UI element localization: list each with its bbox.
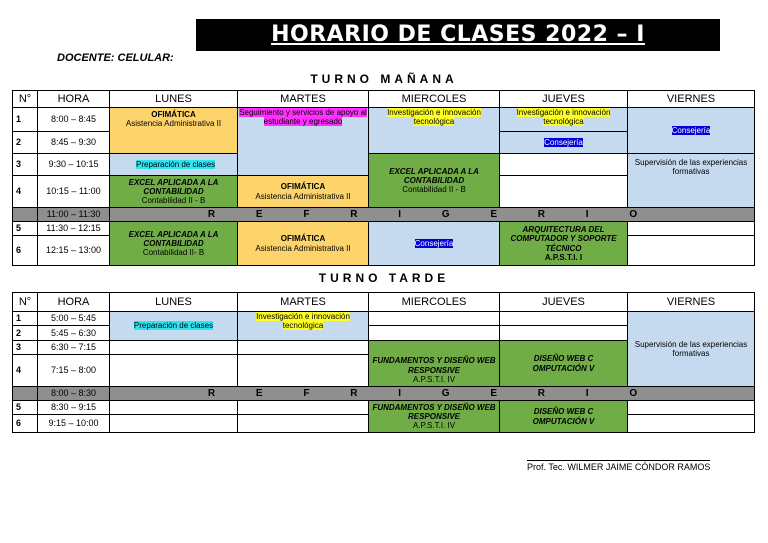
row-time: 6:30 – 7:15 [38,341,110,355]
header-lunes: LUNES [110,91,238,108]
martes-seguimiento-block [238,108,369,176]
empty-cell [628,401,755,415]
table-row [13,222,755,236]
row-number: 5 [13,401,38,415]
row-time: 8:45 – 9:30 [38,132,110,154]
martes-investigacion-block [238,312,369,341]
empty-cell [110,401,238,415]
row-time: 11:00 – 11:30 [38,208,110,222]
row-number: 4 [13,176,38,208]
activity-label: Investigación e innovación tecnológica [256,312,350,331]
jueves-arquitectura-block [500,222,628,266]
table-row [13,312,755,326]
empty-cell [369,326,500,341]
row-time: 5:00 – 5:45 [38,312,110,326]
activity-label: Preparación de clases [133,321,214,331]
row-time: 8:30 – 9:15 [38,401,110,415]
row-time: 7:15 – 8:00 [38,355,110,387]
activity-label: Preparación de clases [136,159,216,169]
schedule-title: HORARIO DE CLASES 2022 – I [196,19,720,51]
course-group: Asistencia Administrativa II [255,243,351,253]
empty-cell [110,341,238,355]
course-group: Contabilidad II - B [402,185,466,195]
course-title: DISEÑO WEB C OMPUTACIÓN V [532,407,595,426]
row-number: 4 [13,355,38,387]
table-row [13,108,755,132]
martes-ofimatica-block [238,176,369,208]
header-lunes: LUNES [110,293,238,312]
teacher-signature: Prof. Tec. WILMER JAIME CÓNDOR RAMOS [527,462,711,472]
empty-cell [110,355,238,387]
jueves-consejeria-block [500,132,628,154]
miercoles-consejeria-block [369,222,500,266]
shift-afternoon-label: TURNO TARDE [318,271,450,285]
row-number [13,208,38,222]
activity-label: Investigación e innovación tecnológica [516,108,611,127]
row-time: 8:00 – 8:45 [38,108,110,132]
header-jueves: JUEVES [500,91,628,108]
viernes-supervision-block [628,312,755,387]
empty-cell [238,355,369,387]
refrigerio-band: R E F R I G E R I O [110,208,755,222]
activity-label: Investigación e innovación tecnológica [387,108,481,127]
header-num: N° [13,91,38,108]
activity-label: Consejería [671,125,711,135]
row-number: 5 [13,222,38,236]
empty-cell [628,236,755,266]
viernes-supervision-block [628,154,755,208]
course-group: Contabilidad II- B [142,248,205,258]
course-group: A.P.S.T.I. IV [412,421,456,431]
refrigerio-band: R E F R I G E R I O [110,387,755,401]
activity-label: Seguimiento y servicios de apoyo al estudiante y egresado [239,108,367,127]
header-row [13,91,755,108]
lunes-preparacion-block [110,312,238,341]
empty-cell [628,222,755,236]
course-group: Asistencia Administrativa II [255,191,351,201]
row-number: 1 [13,108,38,132]
header-num: N° [13,293,38,312]
morning-schedule-table [12,90,755,266]
course-title: EXCEL APLICADA A LA CONTABILIDAD [128,229,219,248]
row-number [13,387,38,401]
empty-cell [238,415,369,433]
lunes-preparacion-block [110,154,238,176]
miercoles-fundamentos-block [369,341,500,387]
header-miercoles: MIERCOLES [369,293,500,312]
break-row [13,208,755,222]
course-title: OFIMÁTICA [280,182,326,192]
jueves-diseno-block [500,341,628,387]
course-title: OFIMÁTICA [151,110,196,119]
course-title: ARQUITECTURA DEL COMPUTADOR Y SOPORTE TÉCNICO [510,225,617,253]
course-title: FUNDAMENTOS Y DISEÑO WEB RESPONSIVE [372,356,496,375]
row-time: 12:15 – 13:00 [38,236,110,266]
activity-label: Consejería [544,137,583,147]
empty-cell [369,312,500,326]
row-number: 2 [13,326,38,341]
empty-cell [500,312,628,326]
row-number: 6 [13,236,38,266]
course-group: Asistencia Administrativa II [125,119,222,129]
header-martes: MARTES [238,293,369,312]
miercoles-investigacion-block [369,108,500,154]
empty-cell [628,415,755,433]
course-title: FUNDAMENTOS Y DISEÑO WEB RESPONSIVE [372,402,496,421]
table-row [13,154,755,176]
row-time: 11:30 – 12:15 [38,222,110,236]
header-jueves: JUEVES [500,293,628,312]
activity-label: Supervisión de las experiencias formativas [634,158,748,177]
empty-cell [238,401,369,415]
shift-morning-label: TURNO MAÑANA [310,72,458,86]
header-hora: HORA [38,293,110,312]
docente-line: DOCENTE: CELULAR: [57,52,174,64]
row-number: 1 [13,312,38,326]
break-row [13,387,755,401]
row-time: 8:00 – 8:30 [38,387,110,401]
jueves-investigacion-block [500,108,628,132]
activity-label: Supervisión de las experiencias formativas [634,339,748,358]
course-group: Contabilidad II - B [141,196,206,206]
header-miercoles: MIERCOLES [369,91,500,108]
martes-ofimatica-block-2 [238,222,369,266]
header-martes: MARTES [238,91,369,108]
course-group: A.P.S.T.I. I [544,252,583,262]
lunes-excel-block-2 [110,222,238,266]
afternoon-schedule-table [12,292,755,433]
course-title: OFIMÁTICA [280,234,326,244]
row-time: 5:45 – 6:30 [38,326,110,341]
row-number: 3 [13,154,38,176]
empty-cell [238,341,369,355]
viernes-consejeria-block [628,108,755,154]
empty-cell [110,415,238,433]
row-time: 9:30 – 10:15 [38,154,110,176]
header-viernes: VIERNES [628,293,755,312]
activity-label: Consejería [414,238,454,248]
course-group: A.P.S.T.I. IV [412,374,456,384]
header-viernes: VIERNES [628,91,755,108]
lunes-ofimatica-block [110,108,238,154]
miercoles-fundamentos-block-2 [369,401,500,433]
row-time: 9:15 – 10:00 [38,415,110,433]
course-title: DISEÑO WEB C OMPUTACIÓN V [532,354,595,373]
header-hora: HORA [38,91,110,108]
empty-cell [500,176,628,208]
row-number: 6 [13,415,38,433]
course-title: EXCEL APLICADA A LA CONTABILIDAD [389,166,479,185]
row-number: 2 [13,132,38,154]
miercoles-excel-block [369,154,500,208]
header-row [13,293,755,312]
row-number: 3 [13,341,38,355]
table-row [13,401,755,415]
empty-cell [500,154,628,176]
row-time: 10:15 – 11:00 [38,176,110,208]
course-title: EXCEL APLICADA A LA CONTABILIDAD [128,177,219,196]
empty-cell [500,326,628,341]
jueves-diseno-block-2 [500,401,628,433]
lunes-excel-block [110,176,238,208]
